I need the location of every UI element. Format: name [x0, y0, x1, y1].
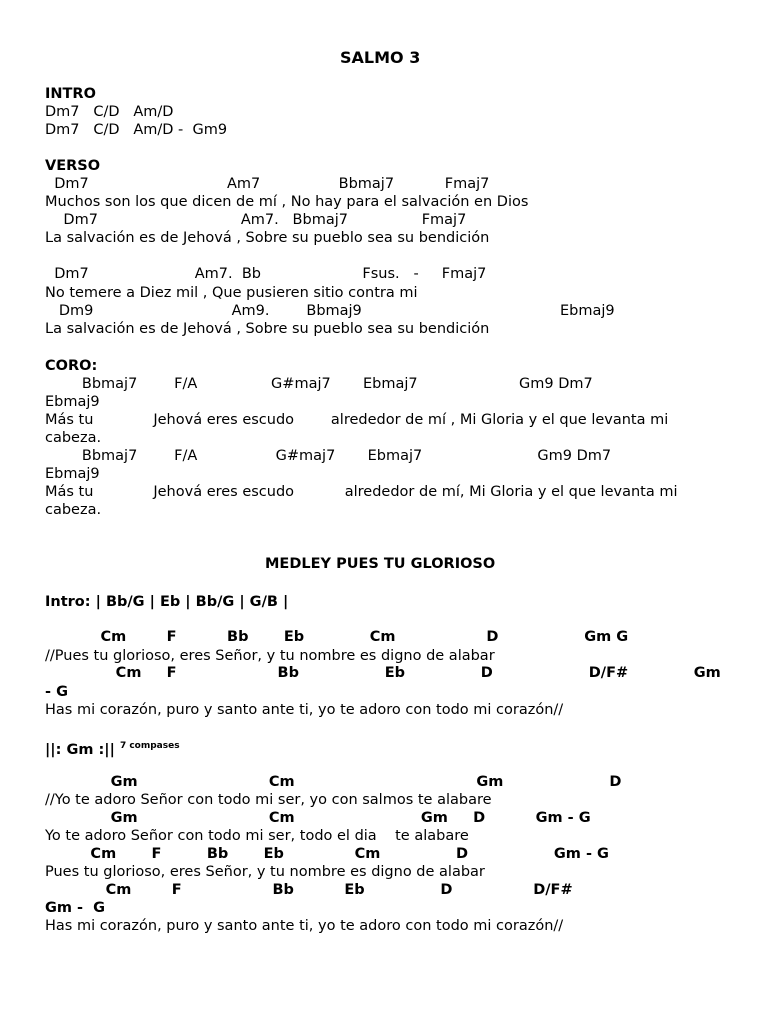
medley-chords-2: Cm F Bb Eb D D/F# Gm — [45, 665, 721, 681]
coro-chords-2: Bbmaj7 F/A G#maj7 Ebmaj7 Gm9 Dm7 — [45, 448, 612, 464]
coro-lyric-2: Más tu Jehová eres escudo alrededor de mí, Mi Gloria y el que levanta mi — [45, 484, 678, 500]
repeat-count: 7 compases — [119, 741, 180, 751]
intro-label: INTRO — [45, 86, 96, 102]
coro-label: CORO: — [45, 358, 98, 374]
medley-chords-2-wrap: - G — [45, 684, 68, 700]
coro-lyric-1: Más tu Jehová eres escudo alrededor de mí , Mi Gloria y el que levanta mi — [45, 412, 669, 428]
coro-chords-1-wrap: Ebmaj9 — [45, 394, 100, 410]
coro-lyric-2-wrap: cabeza. — [45, 502, 102, 518]
verso-lyric-3: No temere a Diez mil , Que pusieren sitio contra mi — [45, 285, 418, 301]
medley-lyric-5: Pues tu glorioso, eres Señor, y tu nombre es digno de alabar — [45, 864, 485, 880]
medley-chords-6-wrap: Gm - G — [45, 900, 106, 916]
medley-lyric-6: Has mi corazón, puro y santo ante ti, yo te adoro con todo mi corazón// — [45, 918, 564, 934]
coro-chords-1: Bbmaj7 F/A G#maj7 Ebmaj7 Gm9 Dm7 — [45, 376, 593, 392]
coro-chords-2-wrap: Ebmaj9 — [45, 466, 100, 482]
verso-lyric-1: Muchos son los que dicen de mí , No hay para el salvación en Dios — [45, 194, 529, 210]
coro-lyric-1-wrap: cabeza. — [45, 430, 102, 446]
medley-chords-3: Gm Cm Gm D — [45, 774, 622, 790]
medley-chords-5: Cm F Bb Eb Cm D Gm - G — [45, 846, 609, 862]
medley-chords-1: Cm F Bb Eb Cm D Gm G — [45, 629, 629, 645]
medley-lyric-4: Yo te adoro Señor con todo mi ser, todo el dia te alabare — [45, 828, 469, 844]
medley-title: MEDLEY PUES TU GLORIOSO — [265, 556, 496, 572]
verso-chords-4: Dm9 Am9. Bbmaj9 Ebmaj9 — [45, 303, 615, 319]
medley-chords-6: Cm F Bb Eb D D/F# — [45, 882, 573, 898]
medley-intro: Intro: | Bb/G | Eb | Bb/G | G/B | — [45, 594, 289, 610]
verso-chords-2: Dm7 Am7. Bbmaj7 Fmaj7 — [45, 212, 467, 228]
intro-chords-1: Dm7 C/D Am/D — [45, 104, 174, 120]
medley-lyric-1: //Pues tu glorioso, eres Señor, y tu nombre es digno de alabar — [45, 648, 495, 664]
intro-chords-2: Dm7 C/D Am/D - Gm9 — [45, 122, 228, 138]
medley-lyric-2: Has mi corazón, puro y santo ante ti, yo te adoro con todo mi corazón// — [45, 702, 564, 718]
medley-lyric-3: //Yo te adoro Señor con todo mi ser, yo con salmos te alabare — [45, 792, 492, 808]
verso-label: VERSO — [45, 158, 101, 174]
verso-lyric-2: La salvación es de Jehová , Sobre su pueblo sea su bendición — [45, 230, 490, 246]
repeat-marker — [45, 737, 180, 759]
song-title: SALMO 3 — [340, 48, 421, 67]
medley-chords-4: Gm Cm Gm D Gm - G — [45, 810, 591, 826]
verso-chords-1: Dm7 Am7 Bbmaj7 Fmaj7 — [45, 176, 490, 192]
repeat-text: ||: Gm :|| — [45, 742, 120, 758]
verso-lyric-4: La salvación es de Jehová , Sobre su pueblo sea su bendición — [45, 321, 490, 337]
verso-chords-3: Dm7 Am7. Bb Fsus. - Fmaj7 — [45, 266, 487, 282]
